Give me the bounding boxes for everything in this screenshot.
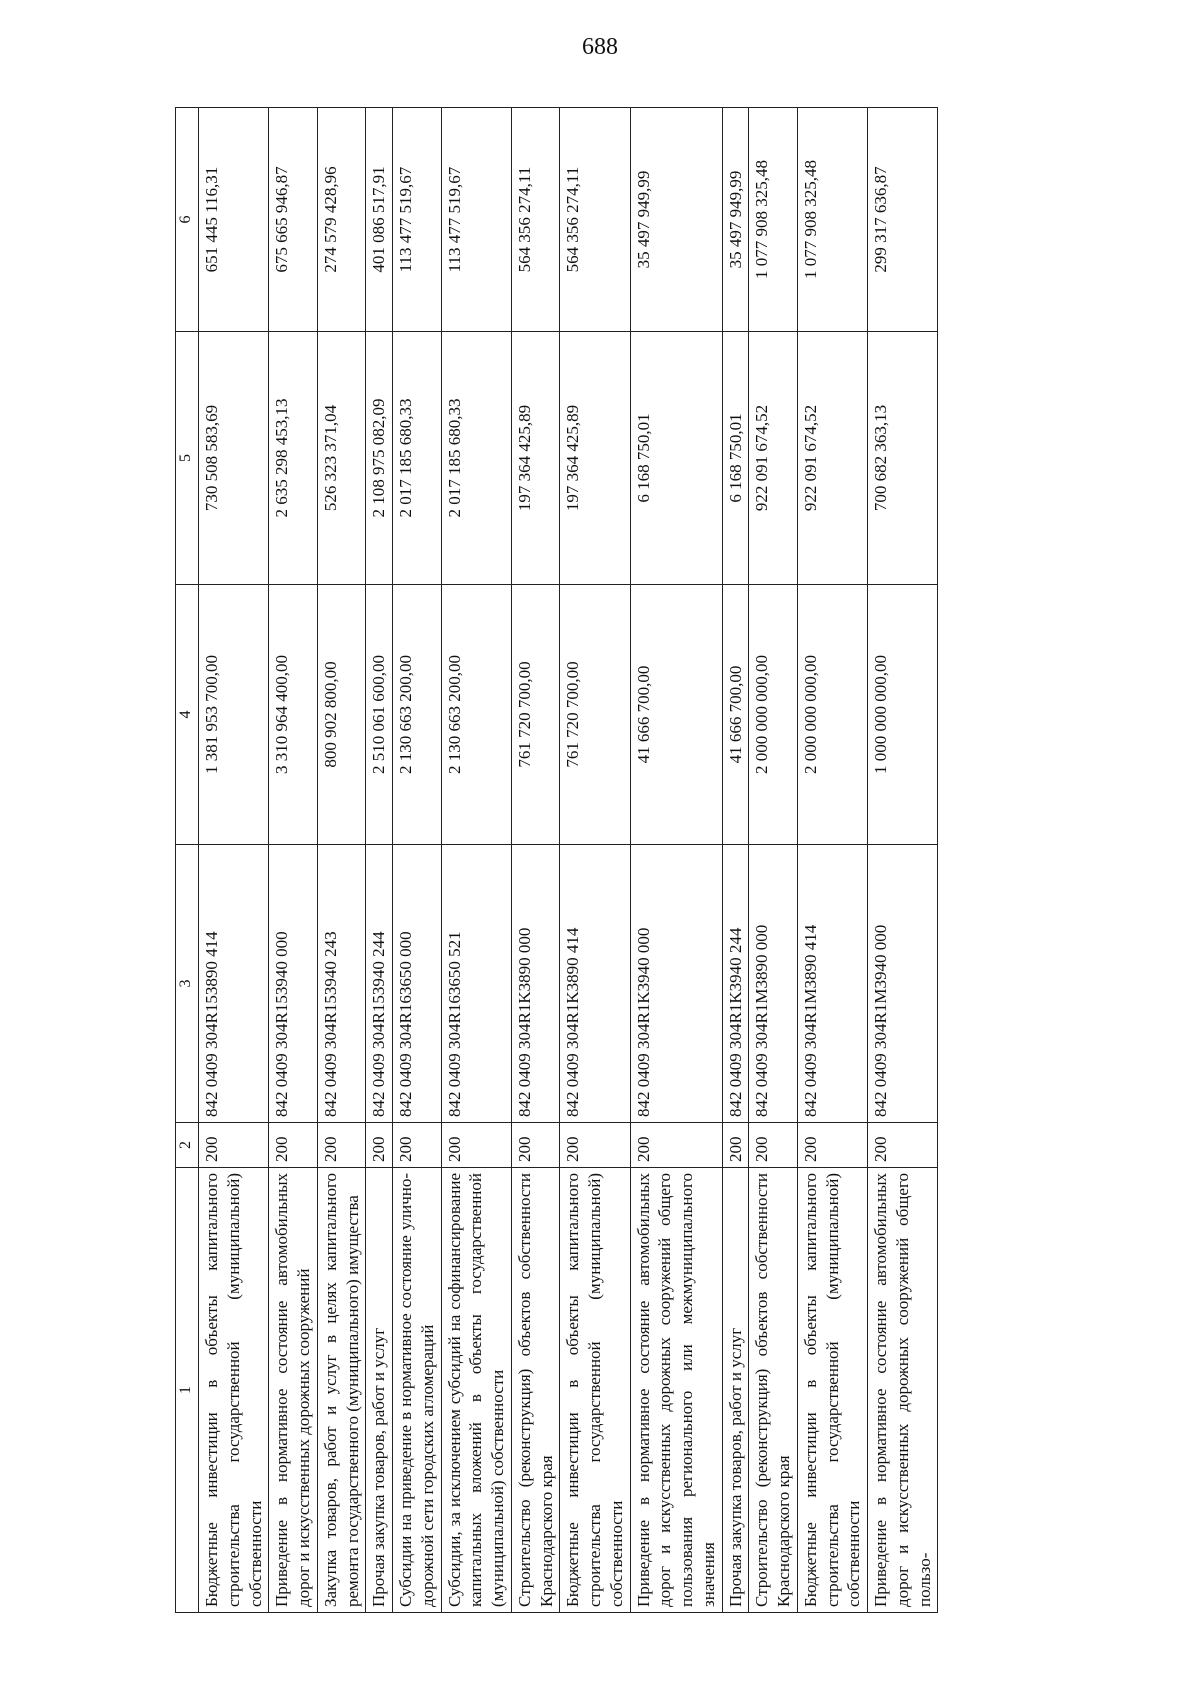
- header-col-4: 4: [176, 585, 199, 845]
- row-code-cell: 842 0409 304R163650 000: [393, 845, 442, 1123]
- row-col2-cell: 200: [868, 1123, 938, 1168]
- row-value4-cell: 761 720 700,00: [511, 585, 560, 845]
- row-col2-cell: 200: [199, 1123, 269, 1168]
- row-code-cell: 842 0409 304R1M3890 000: [749, 845, 798, 1123]
- table-row: [441, 108, 511, 1613]
- row-code-cell: 842 0409 304R1K3890 000: [511, 845, 560, 1123]
- row-code-cell: 842 0409 304R153890 414: [199, 845, 269, 1123]
- row-code-cell: 842 0409 304R163650 521: [441, 845, 511, 1123]
- row-code-cell: 842 0409 304R153940 000: [269, 845, 318, 1123]
- row-code-cell: 842 0409 304R1M3890 414: [797, 845, 867, 1123]
- row-value5-cell: 730 508 583,69: [199, 332, 269, 585]
- row-value5-cell: 197 364 425,89: [511, 332, 560, 585]
- row-value4-cell: 3 310 964 400,00: [269, 585, 318, 845]
- row-value5-cell: 700 682 363,13: [868, 332, 938, 585]
- row-name-cell: Бюджетные инвестиции в объекты капитального строительства государственной (муниципальной) собственности: [560, 1168, 630, 1613]
- row-value5-cell: 2 108 975 082,09: [366, 332, 393, 585]
- budget-table: [175, 107, 938, 1613]
- row-value6-cell: 651 445 116,31: [199, 108, 269, 332]
- row-value5-cell: 2 635 298 453,13: [269, 332, 318, 585]
- row-col2-cell: 200: [366, 1123, 393, 1168]
- row-name-cell: Прочая закупка товаров, работ и услуг: [366, 1168, 393, 1613]
- row-value6-cell: 1 077 908 325,48: [749, 108, 798, 332]
- row-col2-cell: 200: [511, 1123, 560, 1168]
- row-value5-cell: 2 017 185 680,33: [393, 332, 442, 585]
- row-col2-cell: 200: [269, 1123, 318, 1168]
- row-value5-cell: 197 364 425,89: [560, 332, 630, 585]
- row-name-cell: Закупка товаров, работ и услуг в целях капитального ремонта государственного (муниципального) имущества: [317, 1168, 366, 1613]
- row-value6-cell: 401 086 517,91: [366, 108, 393, 332]
- header-col-5: 5: [176, 332, 199, 585]
- table-row: [511, 108, 560, 1613]
- header-col-6: 6: [176, 108, 199, 332]
- row-col2-cell: 200: [749, 1123, 798, 1168]
- row-code-cell: 842 0409 304R153940 244: [366, 845, 393, 1123]
- row-value4-cell: 2 000 000 000,00: [797, 585, 867, 845]
- row-value4-cell: 1 000 000 000,00: [868, 585, 938, 845]
- row-value4-cell: 2 510 061 600,00: [366, 585, 393, 845]
- header-row: [176, 108, 199, 1613]
- row-value5-cell: 922 091 674,52: [797, 332, 867, 585]
- row-name-cell: Бюджетные инвестиции в объекты капитального строительства государственной (муниципальной) собственности: [199, 1168, 269, 1613]
- row-name-cell: Строительство (реконструкция) объектов собственности Краснодарского края: [511, 1168, 560, 1613]
- row-code-cell: 842 0409 304R1K3940 244: [722, 845, 749, 1123]
- page-number: 688: [582, 34, 618, 60]
- row-value4-cell: 41 666 700,00: [722, 585, 749, 845]
- table-row: [749, 108, 798, 1613]
- row-value4-cell: 2 000 000 000,00: [749, 585, 798, 845]
- table-row: [630, 108, 722, 1613]
- header-col-3: 3: [176, 845, 199, 1123]
- row-name-cell: Бюджетные инвестиции в объекты капитального строительства государственной (муниципальной) собственности: [797, 1168, 867, 1613]
- row-value6-cell: 564 356 274,11: [511, 108, 560, 332]
- row-value6-cell: 274 579 428,96: [317, 108, 366, 332]
- row-value4-cell: 2 130 663 200,00: [393, 585, 442, 845]
- row-col2-cell: 200: [441, 1123, 511, 1168]
- table-row: [722, 108, 749, 1613]
- rotated-table-area: [175, 108, 1180, 1613]
- table-row: [366, 108, 393, 1613]
- table-row: [199, 108, 269, 1613]
- row-value6-cell: 1 077 908 325,48: [797, 108, 867, 332]
- table-row: [560, 108, 630, 1613]
- row-name-cell: Субсидии, за исключением субсидий на софинансирование капитальных вложений в объекты государственной (муниципальной) собственности: [441, 1168, 511, 1613]
- row-value5-cell: 922 091 674,52: [749, 332, 798, 585]
- table-body: [199, 108, 938, 1613]
- row-name-cell: Строительство (реконструкция) объектов собственности Краснодарского края: [749, 1168, 798, 1613]
- row-value6-cell: 35 497 949,99: [630, 108, 722, 332]
- row-name-cell: Приведение в нормативное состояние автомобильных дорог и искусственных дорожных сооружений общего пользования регионального или межмуниципального значения: [630, 1168, 722, 1613]
- row-value6-cell: 299 317 636,87: [868, 108, 938, 332]
- row-name-cell: Субсидии на приведение в нормативное состояние улично-дорожной сети городских агломераций: [393, 1168, 442, 1613]
- row-name-cell: Прочая закупка товаров, работ и услуг: [722, 1168, 749, 1613]
- table-row: [797, 108, 867, 1613]
- table-row: [393, 108, 442, 1613]
- row-col2-cell: 200: [630, 1123, 722, 1168]
- row-col2-cell: 200: [393, 1123, 442, 1168]
- row-value5-cell: 6 168 750,01: [722, 332, 749, 585]
- row-code-cell: 842 0409 304R1K3940 000: [630, 845, 722, 1123]
- row-col2-cell: 200: [797, 1123, 867, 1168]
- row-value4-cell: 800 902 800,00: [317, 585, 366, 845]
- row-value5-cell: 6 168 750,01: [630, 332, 722, 585]
- row-value6-cell: 113 477 519,67: [393, 108, 442, 332]
- header-col-1: 1: [176, 1168, 199, 1613]
- row-col2-cell: 200: [560, 1123, 630, 1168]
- row-value4-cell: 761 720 700,00: [560, 585, 630, 845]
- row-value5-cell: 2 017 185 680,33: [441, 332, 511, 585]
- row-code-cell: 842 0409 304R153940 243: [317, 845, 366, 1123]
- table-row: [317, 108, 366, 1613]
- table-row: [868, 108, 938, 1613]
- row-value4-cell: 1 381 953 700,00: [199, 585, 269, 845]
- row-value6-cell: 675 665 946,87: [269, 108, 318, 332]
- row-value4-cell: 2 130 663 200,00: [441, 585, 511, 845]
- row-col2-cell: 200: [317, 1123, 366, 1168]
- row-value4-cell: 41 666 700,00: [630, 585, 722, 845]
- table-row: [269, 108, 318, 1613]
- row-value6-cell: 113 477 519,67: [441, 108, 511, 332]
- row-name-cell: Приведение в нормативное состояние автомобильных дорог и искусственных дорожных сооружений общего пользо-: [868, 1168, 938, 1613]
- header-col-2: 2: [176, 1123, 199, 1168]
- row-value5-cell: 526 323 371,04: [317, 332, 366, 585]
- row-name-cell: Приведение в нормативное состояние автомобильных дорог и искусственных дорожных сооружений: [269, 1168, 318, 1613]
- row-col2-cell: 200: [722, 1123, 749, 1168]
- row-code-cell: 842 0409 304R1K3890 414: [560, 845, 630, 1123]
- row-code-cell: 842 0409 304R1M3940 000: [868, 845, 938, 1123]
- row-value6-cell: 564 356 274,11: [560, 108, 630, 332]
- rotated-table-container: [175, 108, 1180, 1613]
- row-value6-cell: 35 497 949,99: [722, 108, 749, 332]
